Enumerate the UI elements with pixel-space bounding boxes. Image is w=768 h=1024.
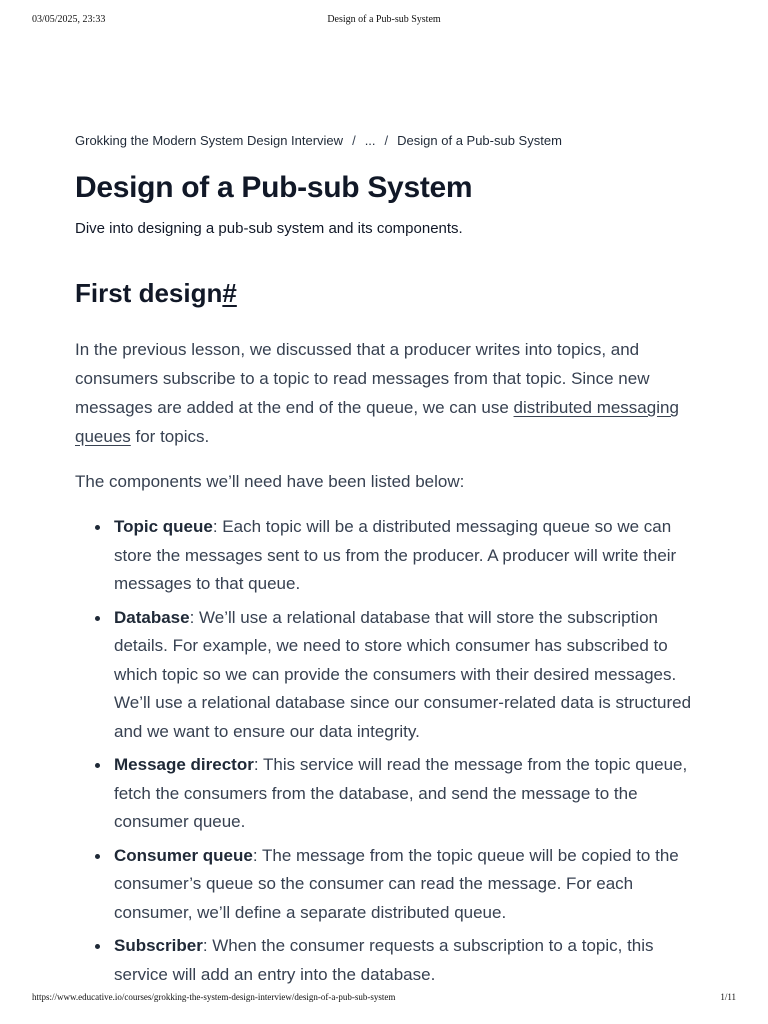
- components-intro: The components we’ll need have been listed below:: [75, 472, 465, 491]
- list-item: [114, 842, 695, 928]
- print-footer: [32, 992, 736, 1006]
- print-page-number: 1/11: [720, 992, 736, 1002]
- list-item: [114, 604, 695, 747]
- page-title: Design of a Pub-sub System: [75, 171, 473, 204]
- print-url: https://www.educative.io/courses/grokking-the-system-design-interview/design-of-a-pub-sub-system: [32, 992, 396, 1002]
- component-desc: : The message from the topic queue will be copied to the consumer’s queue so the consumer can read the message. For each consumer, we’ll define a separate distributed queue.: [114, 845, 679, 922]
- breadcrumb-ellipsis-link[interactable]: ...: [364, 133, 376, 148]
- component-name: Topic queue: [114, 517, 213, 536]
- distributed-messaging-queues-link[interactable]: distributed messaging queues: [75, 398, 679, 446]
- main-content: [75, 131, 695, 994]
- intro-paragraph: [75, 335, 695, 451]
- component-desc: : When the consumer requests a subscription to a topic, this service will add an entry into the database.: [114, 936, 654, 984]
- component-name: Consumer queue: [114, 845, 253, 865]
- section-heading: [75, 277, 695, 309]
- breadcrumb-separator: /: [384, 133, 389, 148]
- components-list: [75, 513, 695, 989]
- print-title: Design of a Pub-sub System: [327, 14, 441, 25]
- print-header: [32, 14, 736, 30]
- breadcrumb-course-link[interactable]: Grokking the Modern System Design Interview: [75, 133, 344, 148]
- breadcrumb: [75, 131, 695, 151]
- component-name: Message director: [114, 755, 254, 774]
- component-desc: : This service will read the message from the topic queue, fetch the consumers from the database, and send the message to the consumer queue.: [114, 755, 688, 831]
- component-name: Subscriber: [114, 936, 203, 955]
- breadcrumb-separator: /: [352, 133, 356, 148]
- component-name: Database: [114, 607, 190, 627]
- breadcrumb-current: Design of a Pub-sub System: [397, 133, 562, 148]
- component-desc: : Each topic will be a distributed messaging queue so we can store the messages sent to us from the producer. A producer will write their messages to that queue.: [114, 517, 677, 593]
- page-subtitle: Dive into designing a pub-sub system and its components.: [75, 220, 463, 237]
- print-date: 03/05/2025, 23:33: [32, 14, 106, 25]
- component-desc: : We’ll use a relational database that will store the subscription details. For example, we need to store which consumer has subscribed to which topic so we can provide the consumers with their desired messages. We’ll use a relational database since our consumer-related data is structured and we want to ensure our data integrity.: [114, 607, 692, 741]
- intro-text-end: for topics.: [130, 427, 210, 446]
- list-item: [114, 513, 695, 599]
- list-item: [114, 751, 695, 837]
- section-anchor-link[interactable]: #: [222, 278, 237, 308]
- list-item: [114, 932, 695, 989]
- intro-text: In the previous lesson, we discussed that a producer writes into topics, and consumers subscribe to a topic to read messages from that topic. Since new messages are added at the end of the queue, we can use: [75, 340, 650, 417]
- section-title: First design: [75, 278, 223, 308]
